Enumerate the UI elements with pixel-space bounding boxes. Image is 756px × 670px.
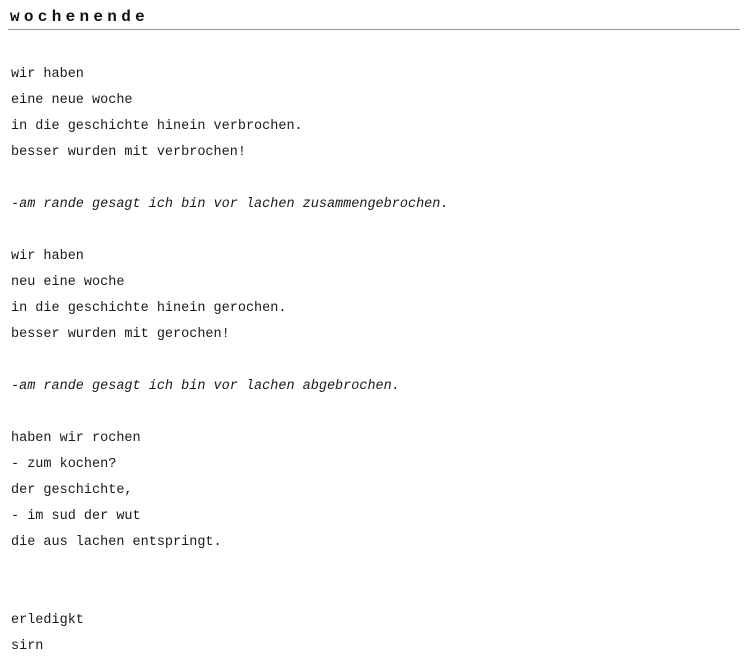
aside-line-1: -am rande gesagt ich bin vor lachen zusammengebrochen. [11,197,449,212]
signature: sirn [11,639,44,654]
stanza-gap [11,400,741,426]
poem-line: wir haben [11,67,84,82]
title-divider [8,29,740,30]
poem-line: die aus lachen entspringt. [11,535,222,550]
poem-body [11,62,741,660]
poem-line: besser wurden mit gerochen! [11,327,230,342]
stanza-gap [11,556,741,608]
poem-line: haben wir rochen [11,431,141,446]
stanza-1 [11,62,741,166]
poem-line: eine neue woche [11,93,133,108]
poem-line: - zum kochen? [11,457,117,472]
poem-line: neu eine woche [11,275,125,290]
poem-line: - im sud der wut [11,509,141,524]
poem-line: in die geschichte hinein gerochen. [11,301,287,316]
stanza-2 [11,244,741,348]
aside-line-2: -am rande gesagt ich bin vor lachen abgebrochen. [11,379,400,394]
stanza-gap [11,218,741,244]
poem-title: wochenende [10,8,150,26]
closing-line: erledigkt [11,613,84,628]
poem-line: wir haben [11,249,84,264]
poem-line: der geschichte, [11,483,133,498]
stanza-3 [11,426,741,556]
stanza-gap [11,166,741,192]
closing-block [11,608,741,660]
poem-line: besser wurden mit verbrochen! [11,145,246,160]
stanza-gap [11,348,741,374]
poem-line: in die geschichte hinein verbrochen. [11,119,303,134]
